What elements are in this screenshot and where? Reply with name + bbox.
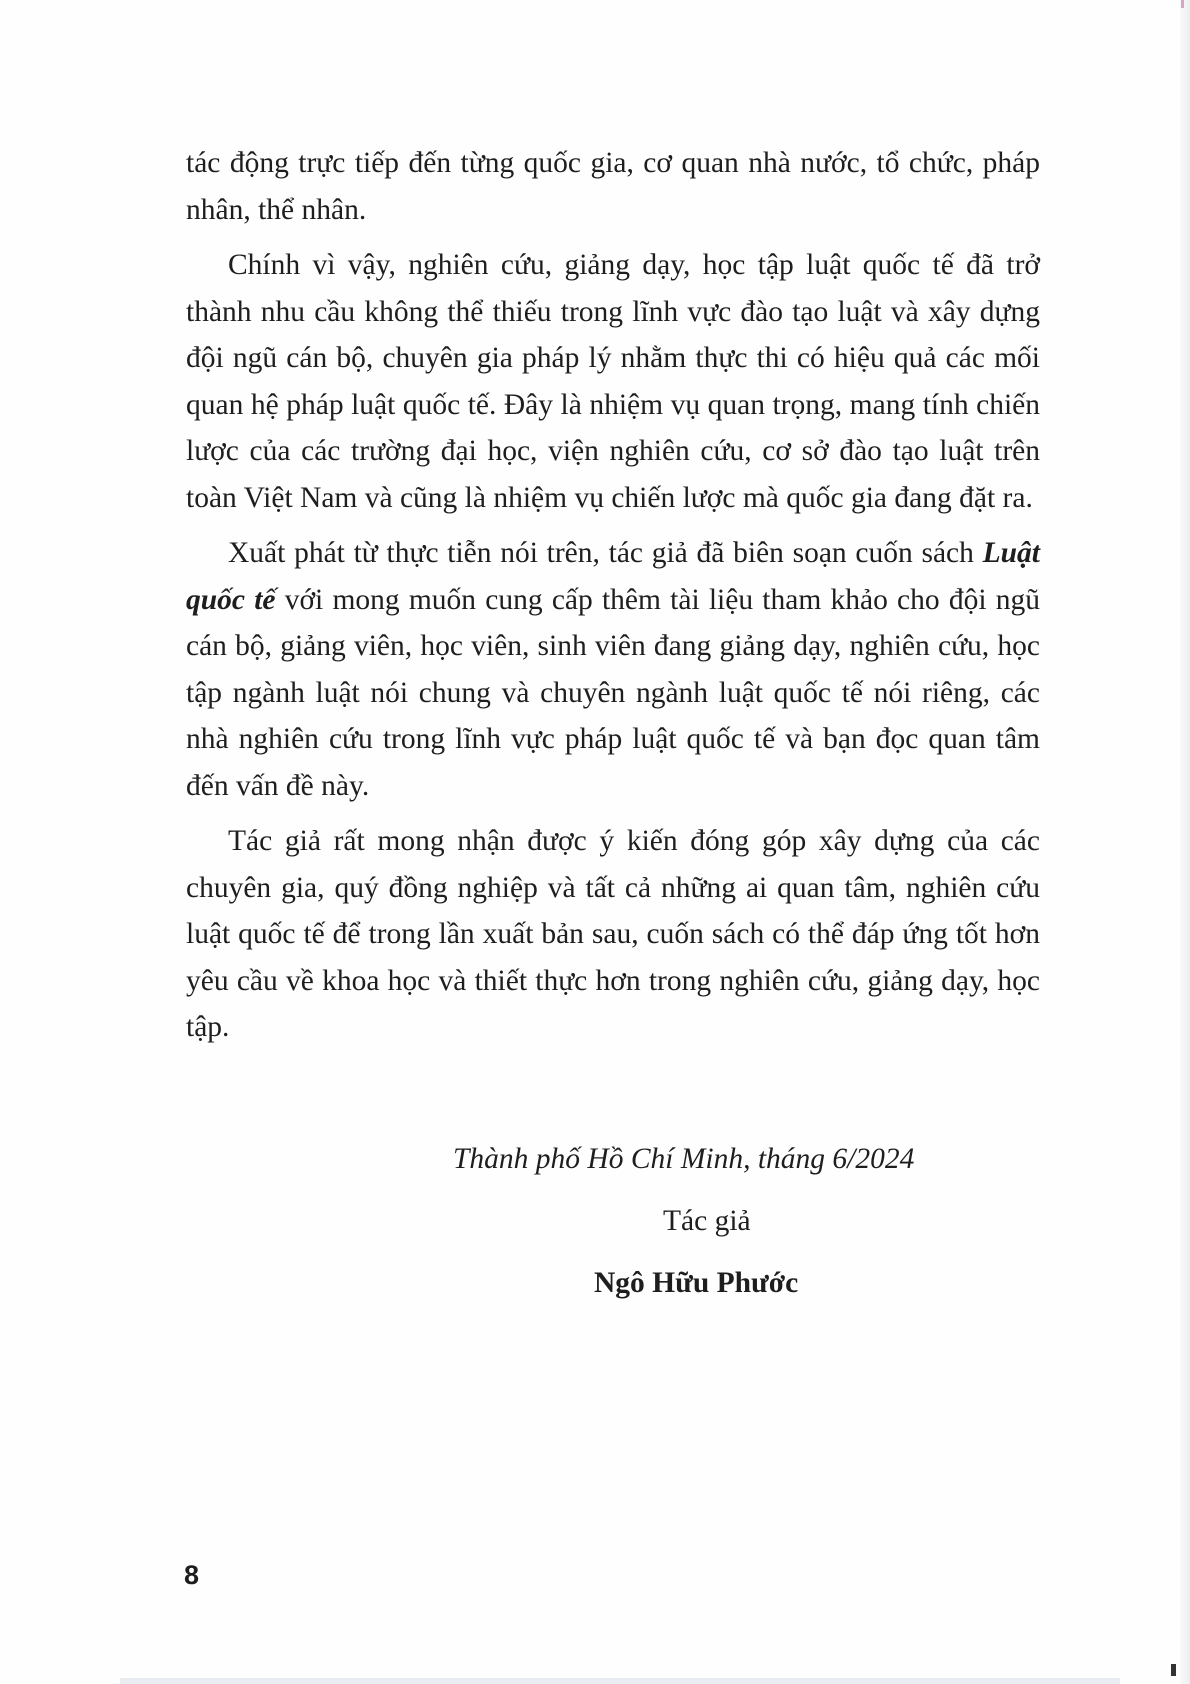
paragraph-book-intro bbox=[186, 530, 1040, 809]
page-edge-bottom bbox=[120, 1678, 1120, 1684]
author-role: Tác giả bbox=[663, 1205, 751, 1237]
place-date: Thành phố Hồ Chí Minh, tháng 6/2024 bbox=[453, 1143, 915, 1175]
corner-mark bbox=[1181, 0, 1184, 8]
body-text bbox=[186, 140, 1040, 1060]
page-edge-right bbox=[1180, 0, 1190, 1684]
paragraph-text: Xuất phát từ thực tiễn nói trên, tác giả đã biên soạn cuốn sách bbox=[228, 537, 983, 569]
paragraph-text: với mong muốn cung cấp thêm tài liệu tham khảo cho đội ngũ cán bộ, giảng viên, học viên, sinh viên đang giảng dạy, nghiên cứu, học tập ngành luật nói chung và chuyên ngành luật quốc tế nói riêng, các nhà nghiên cứu trong lĩnh vực pháp luật quốc tế và bạn đọc quan tâm đến vấn đề này. bbox=[186, 583, 1040, 802]
paragraph: Chính vì vậy, nghiên cứu, giảng dạy, học tập luật quốc tế đã trở thành nhu cầu không thể thiếu trong lĩnh vực đào tạo luật và xây dựng đội ngũ cán bộ, chuyên gia pháp lý nhằm thực thi có hiệu quả các mối quan hệ pháp luật quốc tế. Đây là nhiệm vụ quan trọng, mang tính chiến lược của các trường đại học, viện nghiên cứu, cơ sở đào tạo luật trên toàn Việt Nam và cũng là nhiệm vụ chiến lược mà quốc gia đang đặt ra. bbox=[186, 249, 1040, 514]
scan-mark bbox=[1171, 1664, 1176, 1676]
author-name: Ngô Hữu Phước bbox=[594, 1267, 799, 1299]
paragraph-continuation: tác động trực tiếp đến từng quốc gia, cơ quan nhà nước, tổ chức, pháp nhân, thể nhân. bbox=[186, 147, 1040, 226]
page-number: 8 bbox=[184, 1560, 200, 1590]
paragraph: Tác giả rất mong nhận được ý kiến đóng góp xây dựng của các chuyên gia, quý đồng nghiệp và tất cả những ai quan tâm, nghiên cứu luật quốc tế để trong lần xuất bản sau, cuốn sách có thể đáp ứng tốt hơn yêu cầu về khoa học và thiết thực hơn trong nghiên cứu, giảng dạy, học tập. bbox=[186, 825, 1040, 1043]
book-title: Luật quốc tế bbox=[186, 537, 1040, 616]
